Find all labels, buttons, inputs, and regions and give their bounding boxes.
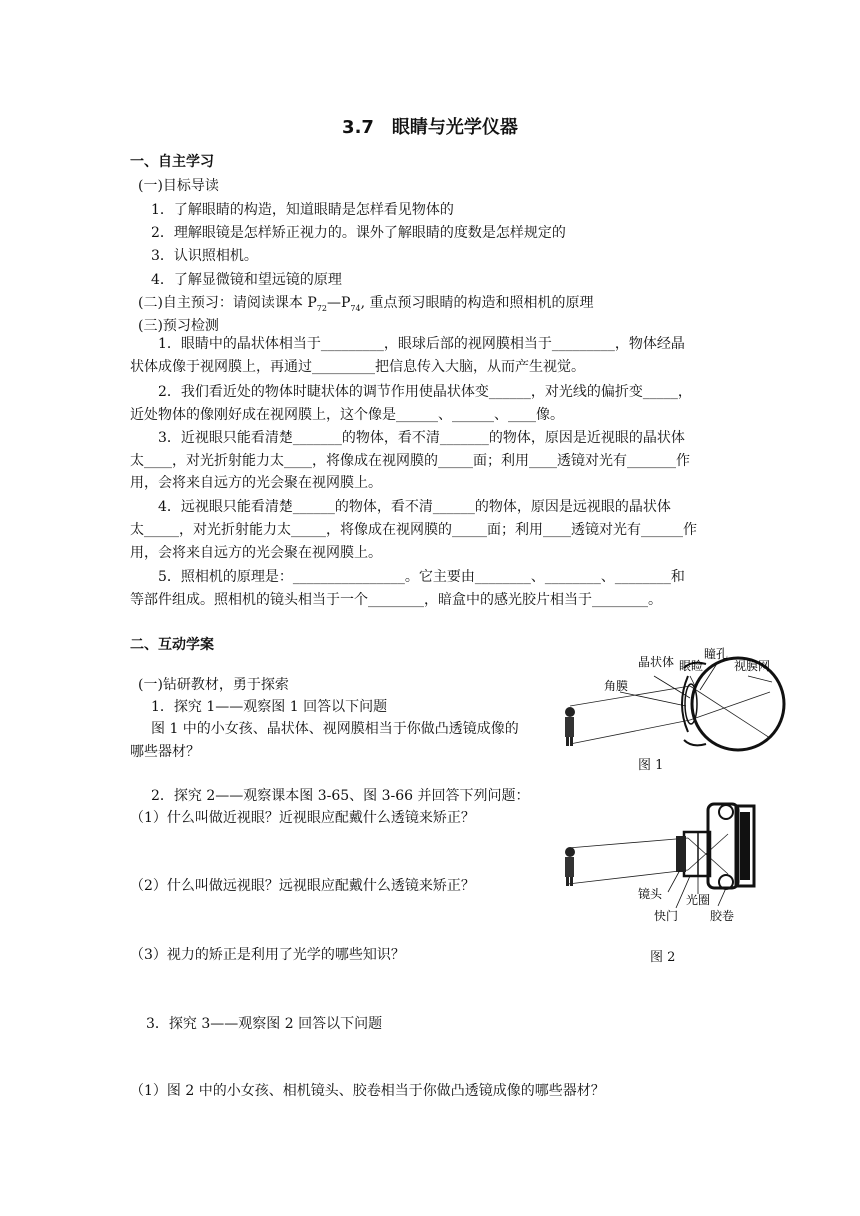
preview-prefix: (二)自主预习：请阅读课本 P [138,295,317,311]
question-line: 用，会将来自远方的光会聚在视网膜上。 [130,475,382,491]
preview-page-end: 74 [350,303,361,313]
label-film: 胶卷 [710,909,735,923]
figure1-caption: 图 1 [638,758,664,773]
figure-eye [558,646,790,776]
question-line: 太____，对光折射能力太____，将像成在视网膜的_____面；利用____透镜对光有_______作 [130,453,690,469]
page-title: 3.7 眼睛与光学仪器 [342,117,518,138]
goals-heading: (一)目标导读 [138,178,219,194]
label-retina: 视膜网 [734,659,771,673]
preview-page-start: 72 [316,303,327,313]
explore2-title: 2．探究 2——观察课本图 3-65、图 3-66 并回答下列问题： [151,788,530,804]
question-line: 3．近视眼只能看清楚_______的物体，看不清_______的物体，原因是近视眼的晶状体 [158,430,685,446]
section2-subheading: (一)钻研教材，勇于探索 [138,677,289,693]
section1-heading: 一、自主学习 [130,154,214,170]
figure-camera [558,798,790,966]
question-near-sighted: （1）什么叫做近视眼？近视眼应配戴什么透镜来矫正？ [130,810,475,826]
preview-dash: —P [326,295,351,311]
label-pupil: 瞳孔 [704,647,729,661]
explore1-question-cont: 哪些器材？ [130,744,200,760]
label-lens: 镜头 [638,887,663,901]
question-line: 等部件组成。照相机的镜头相当于一个________，暗盒中的感光胶片相当于________。 [130,592,662,608]
explore1-question: 图 1 中的小女孩、晶状体、视网膜相当于你做凸透镜成像的 [151,721,519,737]
label-eyelid: 眼睑 [679,659,704,673]
section2-heading: 二、互动学案 [130,637,214,653]
label-aperture: 光圈 [686,893,711,907]
girl-figure [565,707,575,746]
figure2-caption: 图 2 [650,950,676,965]
explore3-title: 3．探究 3——观察图 2 回答以下问题 [146,1016,383,1032]
girl-figure [565,847,575,886]
question-line: 太_____，对光折射能力太_____，将像成在视网膜的_____面；利用____透镜对光有______作 [130,522,697,538]
goal-item: 4．了解显微镜和望远镜的原理 [151,272,342,288]
preview-suffix: , 重点预习眼睛的构造和照相机的原理 [360,295,594,311]
goal-item: 3．认识照相机。 [151,248,258,264]
label-lens: 晶状体 [638,655,675,669]
question-line: 5．照相机的原理是：________________。它主要由________、________、________和 [158,569,685,585]
camera-diagram [558,798,790,926]
question-line: 1．眼睛中的晶状体相当于_________，眼球后部的视网膜相当于_________，物体经晶 [158,336,685,352]
question-line: 用，会将来自远方的光会聚在视网膜上。 [130,545,382,561]
check-heading: (三)预习检测 [138,318,219,334]
question-correction: （3）视力的矫正是利用了光学的哪些知识？ [130,947,405,963]
label-cornea: 角膜 [604,679,629,693]
preview-line [138,293,594,319]
goal-item: 2．理解眼镜是怎样矫正视力的。课外了解眼睛的度数是怎样规定的 [151,225,566,241]
question-far-sighted: （2）什么叫做远视眼？远视眼应配戴什么透镜来矫正？ [130,878,475,894]
label-shutter: 快门 [654,909,679,923]
goal-item: 1．了解眼睛的构造，知道眼睛是怎样看见物体的 [151,202,454,218]
question-line: 状体成像于视网膜上，再通过_________把信息传入大脑，从而产生视觉。 [130,359,585,375]
question-camera: （1）图 2 中的小女孩、相机镜头、胶卷相当于你做凸透镜成像的哪些器材？ [130,1083,605,1099]
question-line: 2．我们看近处的物体时睫状体的调节作用使晶状体变______，对光线的偏折变_____， [158,384,692,400]
explore1-title: 1．探究 1——观察图 1 回答以下问题 [151,699,388,715]
question-line: 4．远视眼只能看清楚______的物体，看不清______的物体，原因是远视眼的晶状体 [158,499,671,515]
question-line: 近处物体的像刚好成在视网膜上，这个像是______、______、____像。 [130,407,564,423]
eye-diagram [558,646,790,754]
